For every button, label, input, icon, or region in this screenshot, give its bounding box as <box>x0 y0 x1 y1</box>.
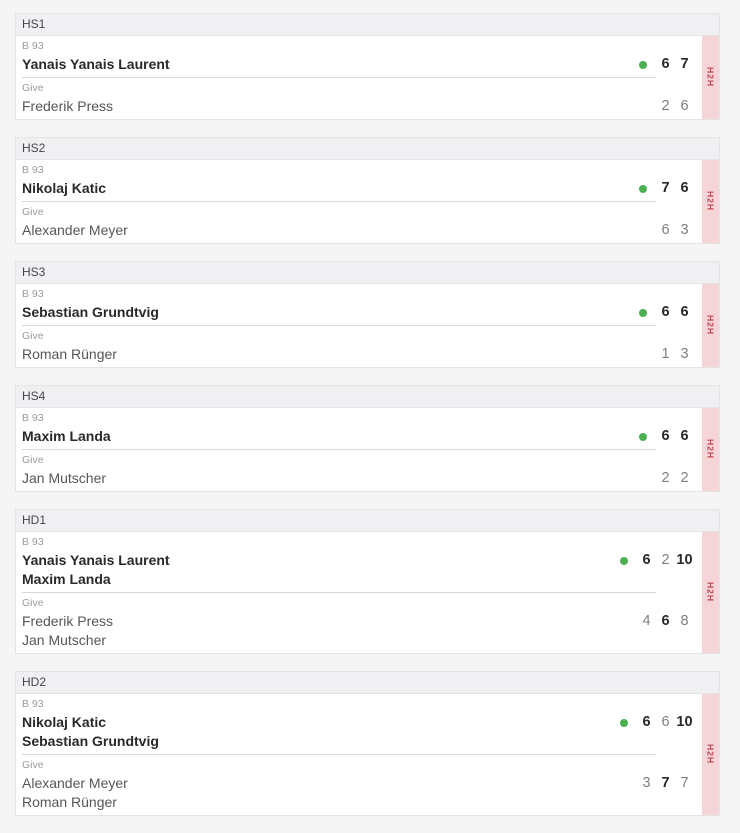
home-team-info <box>16 697 620 751</box>
away-team-row <box>16 593 702 653</box>
home-score-block <box>620 713 702 732</box>
away-score-block <box>637 612 702 631</box>
home-team-info <box>16 287 639 322</box>
home-player-name: Maxim Landa <box>22 428 111 444</box>
away-team-info <box>16 596 637 650</box>
home-team-row <box>16 284 702 325</box>
home-player-name: Nikolaj Katic <box>22 714 107 730</box>
match-card-hs3 <box>15 261 720 368</box>
set-score: 3 <box>680 222 689 238</box>
away-team-row <box>16 78 702 119</box>
set-score: 6 <box>642 714 651 730</box>
match-main <box>16 408 702 491</box>
match-code: HD1 <box>16 510 719 532</box>
home-team-row <box>16 160 702 201</box>
h2h-button[interactable]: H2H <box>702 408 719 491</box>
match-body <box>16 408 719 491</box>
match-code: HS2 <box>16 138 719 160</box>
home-score-block <box>639 179 702 198</box>
away-player-name: Jan Mutscher <box>22 470 107 486</box>
home-player-name: Nikolaj Katic <box>22 180 107 196</box>
match-code: HS1 <box>16 14 719 36</box>
home-score-block <box>639 55 702 74</box>
away-score-block <box>656 97 702 116</box>
away-player-name: Roman Rünger <box>22 794 117 810</box>
winner-dot-icon <box>620 557 628 565</box>
match-body <box>16 694 719 815</box>
set-score: 6 <box>680 428 689 444</box>
home-club-name: B 93 <box>22 164 44 176</box>
set-score: 6 <box>642 552 651 568</box>
set-score: 6 <box>661 222 670 238</box>
h2h-button[interactable]: H2H <box>702 284 719 367</box>
set-score: 7 <box>661 775 670 791</box>
away-club-name: Give <box>22 759 44 771</box>
match-card-hs1 <box>15 13 720 120</box>
match-body <box>16 160 719 243</box>
away-team-info <box>16 81 656 116</box>
set-score: 7 <box>680 56 689 72</box>
away-player-name: Frederik Press <box>22 613 114 629</box>
match-main <box>16 160 702 243</box>
match-body <box>16 284 719 367</box>
away-club-name: Give <box>22 330 44 342</box>
match-code: HS3 <box>16 262 719 284</box>
away-team-row <box>16 326 702 367</box>
away-club-name: Give <box>22 597 44 609</box>
set-score: 8 <box>680 613 689 629</box>
home-team-info <box>16 39 639 74</box>
away-team-info <box>16 205 656 240</box>
away-team-row <box>16 755 702 815</box>
home-club-name: B 93 <box>22 698 44 710</box>
winner-dot-icon <box>639 309 647 317</box>
home-club-name: B 93 <box>22 288 44 300</box>
match-body <box>16 532 719 653</box>
home-score-block <box>620 551 702 570</box>
home-player-name: Sebastian Grundtvig <box>22 304 159 320</box>
match-code: HS4 <box>16 386 719 408</box>
match-main <box>16 36 702 119</box>
h2h-button[interactable]: H2H <box>702 532 719 653</box>
set-score: 7 <box>661 180 670 196</box>
home-team-row <box>16 532 702 592</box>
h2h-button[interactable]: H2H <box>702 694 719 815</box>
winner-dot-icon <box>639 433 647 441</box>
away-player-name: Roman Rünger <box>22 346 117 362</box>
match-card-hd2 <box>15 671 720 816</box>
home-score-block <box>639 303 702 322</box>
set-score: 10 <box>676 714 693 730</box>
home-club-name: B 93 <box>22 40 44 52</box>
away-team-info <box>16 758 637 812</box>
away-player-name: Jan Mutscher <box>22 632 107 648</box>
set-score: 7 <box>680 775 689 791</box>
set-score: 2 <box>661 470 670 486</box>
set-score: 10 <box>676 552 693 568</box>
home-team-info <box>16 411 639 446</box>
match-main <box>16 284 702 367</box>
away-score-block <box>656 221 702 240</box>
set-score: 6 <box>661 56 670 72</box>
away-score-block <box>656 469 702 488</box>
home-team-info <box>16 163 639 198</box>
home-player-name: Yanais Yanais Laurent <box>22 56 170 72</box>
home-team-row <box>16 36 702 77</box>
winner-dot-icon <box>639 185 647 193</box>
away-team-row <box>16 450 702 491</box>
home-team-row <box>16 408 702 449</box>
set-score: 3 <box>680 346 689 362</box>
home-club-name: B 93 <box>22 536 44 548</box>
match-card-hd1 <box>15 509 720 654</box>
set-score: 6 <box>680 98 689 114</box>
set-score: 6 <box>661 613 670 629</box>
set-score: 2 <box>661 98 670 114</box>
away-club-name: Give <box>22 454 44 466</box>
away-team-info <box>16 329 656 364</box>
home-club-name: B 93 <box>22 412 44 424</box>
set-score: 4 <box>642 613 651 629</box>
home-score-block <box>639 427 702 446</box>
match-code: HD2 <box>16 672 719 694</box>
match-main <box>16 532 702 653</box>
home-team-info <box>16 535 620 589</box>
home-player-name: Sebastian Grundtvig <box>22 733 159 749</box>
set-score: 2 <box>661 552 670 568</box>
set-score: 6 <box>661 304 670 320</box>
h2h-button[interactable]: H2H <box>702 36 719 119</box>
away-club-name: Give <box>22 206 44 218</box>
set-score: 6 <box>661 428 670 444</box>
home-team-row <box>16 694 702 754</box>
away-team-row <box>16 202 702 243</box>
away-club-name: Give <box>22 82 44 94</box>
set-score: 3 <box>642 775 651 791</box>
away-player-name: Frederik Press <box>22 98 114 114</box>
set-score: 1 <box>661 346 670 362</box>
match-card-hs4 <box>15 385 720 492</box>
set-score: 6 <box>680 304 689 320</box>
home-player-name: Maxim Landa <box>22 571 111 587</box>
set-score: 2 <box>680 470 689 486</box>
home-player-name: Yanais Yanais Laurent <box>22 552 170 568</box>
set-score: 6 <box>661 714 670 730</box>
set-score: 6 <box>680 180 689 196</box>
away-player-name: Alexander Meyer <box>22 775 128 791</box>
match-card-hs2 <box>15 137 720 244</box>
away-score-block <box>656 345 702 364</box>
away-player-name: Alexander Meyer <box>22 222 128 238</box>
away-score-block <box>637 774 702 793</box>
winner-dot-icon <box>620 719 628 727</box>
match-body <box>16 36 719 119</box>
h2h-button[interactable]: H2H <box>702 160 719 243</box>
winner-dot-icon <box>639 61 647 69</box>
away-team-info <box>16 453 656 488</box>
match-main <box>16 694 702 815</box>
